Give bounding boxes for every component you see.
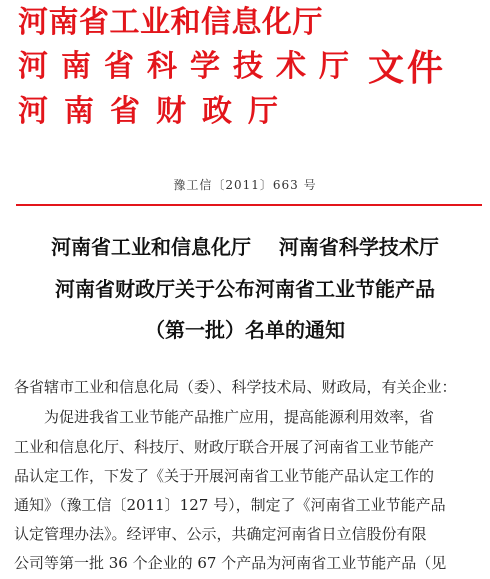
document-label: 文件 [368, 48, 447, 89]
issuer-science-department: 河南省科学技术厅 [18, 49, 362, 84]
issuer-industry-department: 河南省工业和信息化厅 [18, 5, 323, 40]
notice-title-line-3: （第一批）名单的通知 [145, 318, 345, 342]
body-paragraph-line: 品认定工作，下发了《关于开展河南省工业节能产品认定工作的 [14, 467, 435, 485]
addressee-line: 各省辖市工业和信息化局（委）、科学技术局、财政局，有关企业： [14, 378, 457, 396]
body-paragraph-line: 认定管理办法》。经评审、公示，共确定河南省日立信股份有限 [14, 525, 427, 543]
document-header [0, 0, 490, 170]
body-paragraph-line: 通知》（豫工信〔2011〕127 号），制定了《河南省工业节能产品 [14, 496, 446, 514]
body-paragraph-line: 公司等第一批 36 个企业的 67 个产品为河南省工业节能产品（见 [14, 554, 447, 572]
document-number: 豫工信〔2011〕663 号 [173, 178, 317, 192]
body-paragraph-line: 工业和信息化厅、科技厅、财政厅联合开展了河南省工业节能产 [14, 438, 435, 456]
notice-title-line-2: 河南省财政厅关于公布河南省工业节能产品 [55, 277, 435, 301]
red-divider [16, 204, 482, 206]
body-paragraph-line: 为促进我省工业节能产品推广应用，提高能源利用效率，省 [44, 408, 435, 426]
notice-title-line-1: 河南省工业和信息化厅 河南省科学技术厅 [51, 235, 439, 259]
issuer-finance-department: 河南省财政厅 [18, 94, 294, 129]
